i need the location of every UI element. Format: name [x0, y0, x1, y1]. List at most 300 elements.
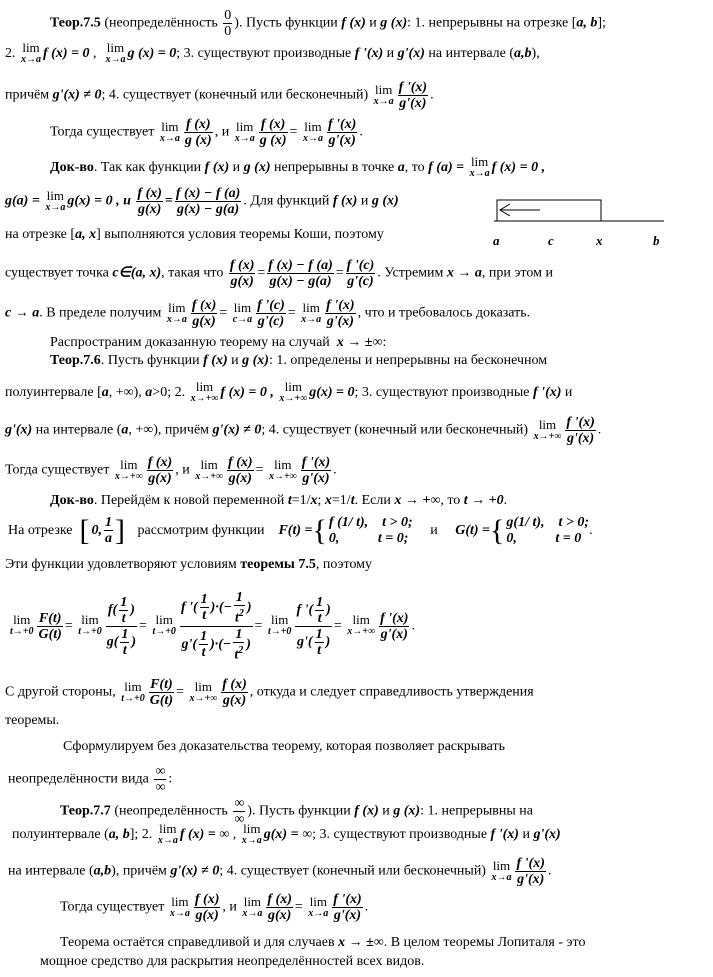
fraction [266, 892, 293, 923]
expr: t → +0 [463, 493, 504, 508]
lim: lim [120, 456, 138, 472]
var-x: x [310, 493, 318, 508]
text: , и [214, 124, 230, 140]
lim: lim [492, 857, 511, 873]
lim: lim [194, 678, 213, 694]
d: t [120, 642, 129, 658]
text: . В пределе получим [39, 305, 162, 321]
den: g(x) [148, 471, 172, 486]
limit-operator [301, 299, 322, 326]
lim-sub: x→+∞ [347, 626, 376, 638]
text: теоремы. [5, 713, 60, 728]
limit-operator [78, 614, 101, 638]
den: g'(x) [333, 908, 362, 923]
fraction [379, 611, 409, 642]
limit-operator [268, 614, 291, 638]
text: . Устремим [377, 265, 447, 281]
lim-sub: c→a [232, 313, 253, 325]
text: ; 4. существует (конечный или бесконечный) [219, 863, 486, 879]
theorem-7-6-line-3 [5, 415, 601, 446]
den: G(t) [149, 693, 174, 708]
func-fp: f '(x) [533, 385, 562, 401]
fp: f ' [180, 600, 193, 616]
limit-operator [191, 381, 219, 405]
limit-operator [105, 42, 125, 66]
text: . [333, 462, 337, 478]
lim: lim [284, 379, 302, 394]
text: . [359, 124, 363, 140]
inner-frac [199, 629, 208, 660]
num: f (x) [191, 298, 217, 313]
den: g(x) [192, 314, 216, 329]
text: и [430, 523, 438, 538]
lim-sub: t→+0 [78, 626, 102, 638]
num: f (x) [194, 892, 220, 907]
text: на интервале ( [8, 863, 94, 879]
limit-operator [21, 42, 41, 66]
limit-operator [159, 118, 180, 145]
func-f: f (x) [341, 15, 366, 31]
g: g [106, 634, 114, 650]
lim-sub: x→a [166, 313, 187, 325]
text: на отрезке [ [5, 227, 76, 242]
interval: a,b [93, 863, 112, 879]
text: рассмотрим функции [137, 523, 265, 538]
limit-operator [533, 416, 562, 443]
text: и [227, 353, 243, 368]
text: Тогда существует [50, 124, 155, 140]
text: , поэтому [315, 557, 373, 572]
text: Теорема остаётся справедливой и для случаев [60, 935, 339, 950]
case: f (1/ t), [328, 514, 369, 530]
den: g'(x) [326, 314, 354, 329]
lim: lim [271, 612, 289, 628]
proof-line-2 [5, 186, 399, 217]
inner-frac [234, 590, 245, 626]
fraction [106, 595, 137, 658]
conditions-line-2: 2. lim x→a f (x) = 0 , lim x→a g (x) = 0; 3. существуют производные f '(x) и g'(x) на интервале (a,b), [5, 40, 540, 65]
den: 0 [224, 24, 232, 39]
num: f '(x) [516, 856, 545, 871]
expr: x → ±∞ [338, 935, 384, 950]
limit-operator [242, 823, 262, 847]
limit-operator [347, 614, 375, 638]
fraction [194, 892, 221, 923]
text: , то [404, 160, 429, 176]
expr: F(t) = [278, 523, 313, 538]
num: f '(c) [257, 298, 285, 313]
text: =1/ [291, 493, 311, 508]
lim-sub: x→a [169, 907, 190, 919]
fraction-inf-inf [154, 764, 166, 795]
left-brace: { [490, 513, 505, 547]
num: f '(c) [346, 258, 375, 273]
proof-line-4: существует точка c∈(a, x), такая что $\frac{f (x)}{g(x)}$ = $\frac{f (x) - f (a)}{g(x) - g(a)}$ = $\frac{f '(c)}{g'(c)}$ . Устремим x → a, при этом и [5, 258, 553, 289]
n: 1 [120, 594, 128, 610]
func-f: f (x) [332, 193, 358, 209]
fraction [332, 892, 362, 923]
n: 1 [200, 628, 208, 644]
limit-operator [308, 893, 329, 920]
fraction [147, 455, 174, 486]
limit-operator [189, 678, 218, 705]
num: 1 [105, 515, 113, 531]
lim: lim [155, 612, 173, 628]
inner-frac [315, 595, 324, 626]
text: (неопределённость [110, 803, 232, 819]
theorem-label: Теор.7.7 [60, 803, 111, 819]
lim: lim [236, 118, 254, 134]
text: , +∞), причём [128, 422, 213, 438]
lim: lim [538, 416, 557, 432]
limit-operator [114, 456, 143, 483]
minus: − [223, 600, 232, 616]
text: ; [317, 493, 325, 508]
num: f '(x) [301, 455, 331, 470]
num: ∞ [155, 764, 166, 779]
lim-sub: x→a [241, 835, 262, 846]
label-x: x [596, 233, 603, 248]
fraction [295, 595, 331, 658]
interval: a,b [514, 46, 532, 62]
func-g: g (x) [380, 15, 408, 31]
fraction [184, 117, 213, 148]
text: и [383, 46, 398, 62]
d: $t^2$ [233, 642, 244, 663]
text: , и [222, 899, 237, 915]
equals: = [294, 899, 303, 915]
lim-sub: t→+0 [121, 692, 145, 704]
d: $t^2$ [234, 605, 245, 626]
den: g'(x) [399, 96, 427, 111]
expr: g'(x) ≠ 0 [52, 87, 102, 103]
expr: g(x) = ∞ [263, 827, 313, 843]
d: t [315, 642, 324, 658]
num: f '(x) [398, 80, 428, 95]
lim-sub: x→a [105, 54, 126, 65]
den: a [105, 531, 113, 547]
text: . [547, 863, 552, 879]
limit-operator [232, 299, 253, 326]
expr: g(x) = 0 , и [67, 193, 131, 209]
theorem-ref: теоремы 7.5 [240, 557, 316, 572]
text: существует точка [5, 265, 113, 281]
d: t [200, 607, 209, 623]
limit-operator [152, 614, 175, 638]
expr: x → ±∞ [336, 335, 383, 350]
func-gp: g'(x) [397, 46, 425, 62]
func-gp: g'(x) [533, 827, 561, 843]
den: g'(c) [257, 314, 285, 329]
text: =1/ [331, 493, 351, 508]
text: . Так как функции [93, 160, 205, 176]
label-c: c [548, 233, 554, 248]
interval: a, b [108, 827, 130, 843]
fraction [327, 117, 357, 148]
fraction-0-0 [223, 8, 232, 39]
den: g (x) [259, 133, 287, 148]
num: f '( $\frac{1}{t}$ )·(− $\frac{1}{t^2}$ ) [180, 590, 252, 626]
theorem-7-6-heading [50, 352, 547, 370]
proof-line-3 [5, 226, 384, 244]
lim-sub: x→+∞ [195, 470, 224, 482]
text: причём [5, 87, 53, 103]
lim-sub: x→+∞ [533, 430, 562, 442]
fraction [136, 186, 163, 217]
den: g'(x) [517, 872, 545, 887]
other-side-line [5, 677, 534, 708]
text: ), причём [111, 863, 171, 879]
text: : 1. непрерывны на [420, 803, 534, 819]
case: g(1/ t), [506, 514, 545, 530]
proof-line-1 [50, 156, 545, 180]
proof-line-5: c → a. В пределе получим lim x→a $\frac{f (x)}{g(x)}$ = lim c→a $\frac{f '(c)}{g'(c)}$ = lim x→a $\frac{f '(x)}{g'(x)}$ , что и требовалось доказать. [5, 298, 531, 329]
num: f '(x) [380, 610, 409, 626]
text: ; 4. существует (конечный или бесконечный) [261, 422, 529, 438]
lim-sub: x→a [21, 54, 41, 65]
limit-operator [373, 81, 394, 108]
den: g(x) − g(a) [267, 273, 333, 289]
lim: lim [309, 893, 327, 909]
limit-operator [166, 299, 187, 326]
text: . Перейдём к новой переменной [93, 493, 288, 508]
num: F(t) [38, 610, 62, 626]
conditions-line-3: причём g'(x) ≠ 0; 4. существует (конечный или бесконечный) lim x→a $\frac{f '(x)}{g'(x)}$ . [5, 80, 434, 111]
inner-frac [120, 627, 129, 658]
text: и [518, 827, 534, 843]
fraction [149, 677, 174, 708]
var-x: x [324, 493, 332, 508]
text: Тогда существует [5, 462, 110, 478]
text: Тогда существует [60, 899, 165, 915]
lim: lim [22, 40, 40, 55]
fraction [301, 455, 331, 486]
expr: x → +∞ [394, 493, 441, 508]
lim: lim [168, 299, 186, 315]
limit-operator [45, 187, 66, 214]
num: f (x) [222, 677, 247, 692]
n: 1 [121, 626, 129, 642]
fraction [37, 611, 62, 642]
limit-operator [279, 381, 307, 405]
func-g: g (x) [371, 193, 399, 209]
text: на интервале ( [32, 422, 122, 438]
proof-7-6-functions [8, 512, 593, 550]
den: ∞ [234, 812, 245, 827]
lim: lim [274, 456, 292, 472]
text: . Пусть функции [100, 353, 204, 368]
cond: t > 0; [382, 514, 413, 530]
den: g'(x) [328, 133, 356, 148]
equals: = [164, 193, 173, 209]
expr: g(x) = 0 [309, 385, 355, 401]
lim: lim [243, 893, 262, 909]
lim-sub: x→a [159, 132, 180, 144]
text: Сформулируем без доказательства теорему, которая позволяет раскрывать [63, 739, 505, 754]
text: неопределённости вида [8, 771, 149, 787]
row [506, 531, 589, 547]
text: : [382, 335, 387, 350]
text: Распространим доказанную теорему на случай [50, 335, 330, 350]
lim-sub: t→+0 [152, 626, 176, 638]
n: 1 [200, 592, 208, 608]
proof-label: Док-во [50, 493, 94, 508]
theorem-7-5-heading [50, 8, 606, 39]
lim-sub: x→a [373, 95, 394, 107]
row [329, 515, 413, 531]
f: f [107, 602, 113, 618]
num: f (x) − f (a) [268, 258, 333, 273]
limit-operator [491, 857, 512, 884]
minus: − [222, 636, 232, 652]
num: 0 [224, 8, 232, 23]
den: g(x) [230, 274, 254, 289]
den: g'( $\frac{1}{t}$ ) [297, 626, 331, 658]
expr: g(a) = [5, 193, 40, 209]
var-t: t [350, 493, 355, 508]
den: g(x) [222, 693, 247, 708]
lim-sub: x→a [302, 132, 323, 144]
theorem-7-6-line-2 [5, 381, 572, 405]
number-line-figure [488, 193, 668, 249]
text: ), [531, 46, 540, 62]
fraction [259, 117, 288, 148]
text: ; 3. существуют производные [312, 827, 491, 843]
limit-operator [10, 614, 33, 638]
func-g: g (x) [393, 803, 421, 819]
right-bracket: ] [115, 513, 126, 547]
inner-frac [119, 595, 128, 626]
case: 0, [506, 530, 517, 546]
expr: f (x) = 0 [43, 46, 90, 62]
lim: lim [243, 821, 261, 836]
inner-frac [315, 627, 324, 658]
limit-operator [234, 118, 255, 145]
lim: lim [375, 81, 393, 97]
func-gp: g'(x) [5, 422, 33, 438]
text: ). Пусть функции [234, 15, 342, 31]
inner-frac [200, 592, 209, 623]
text: , и [175, 462, 190, 478]
lim-sub: x→a [45, 201, 66, 213]
expr: f (x) = 0 , [220, 385, 274, 401]
text: , +∞), [108, 385, 146, 401]
fraction [229, 258, 256, 289]
text: , такая что [161, 265, 224, 281]
t: t [234, 610, 239, 626]
fraction [191, 298, 218, 329]
limit-operator [121, 678, 145, 705]
fraction [221, 677, 248, 708]
lim-sub: x→a [469, 168, 490, 179]
num: f '(x) [326, 298, 355, 313]
den: g (x) [184, 133, 212, 148]
n: 1 [315, 626, 323, 642]
den: g'(x) [566, 431, 595, 446]
theorem-7-7-then [60, 892, 368, 923]
text: 2. [5, 46, 19, 62]
num: f (x) − f (a) [175, 186, 241, 201]
text: и [229, 160, 244, 176]
limit-operator [268, 456, 297, 483]
text: . [503, 493, 508, 508]
piecewise-G [506, 515, 589, 547]
num: F(t) [150, 677, 173, 692]
den: g'( $\frac{1}{t}$ )·(− $\frac{1}{t^2}$ ) [181, 626, 251, 663]
den: ∞ [155, 780, 166, 795]
limit-operator [169, 893, 190, 920]
text: : 1. непрерывны на отрезке [ [407, 15, 577, 31]
text: , что и требовалось доказать. [357, 305, 531, 321]
gp: g' [297, 634, 308, 650]
formulate-line [63, 738, 505, 756]
inner-frac [233, 627, 244, 663]
gp: g' [181, 636, 193, 652]
text: непрерывны в точке [270, 160, 398, 176]
func-f: f (x) [203, 353, 228, 368]
text: и [561, 385, 573, 401]
num: f '( $\frac{1}{t}$ ) [296, 594, 331, 626]
text: ). Пусть функции [247, 803, 355, 819]
den: g(x) − g(a) [175, 201, 241, 217]
d: t [315, 610, 324, 626]
lim-sub: t→+0 [267, 626, 292, 638]
lim: lim [171, 893, 189, 909]
fraction [104, 515, 113, 546]
case: 0, [328, 530, 340, 546]
var-a: a [397, 160, 405, 176]
label-a: a [493, 233, 500, 248]
expr: x → a [446, 265, 482, 281]
num: f '(x) [566, 415, 595, 430]
expr: f (x) = 0 , [491, 160, 546, 176]
den: g'(c) [347, 274, 374, 289]
label-b: b [653, 233, 660, 248]
func-g: g (x) [243, 160, 271, 176]
theorem-7-7-line-3 [8, 856, 551, 887]
proof-label: Док-во [50, 160, 94, 176]
lim-sub: x→+∞ [279, 393, 308, 404]
fraction [325, 298, 355, 329]
text: На отрезке [8, 523, 73, 538]
den: g'(x) [302, 471, 330, 486]
text: ; 3. существуют производные [354, 385, 534, 401]
fraction [180, 590, 253, 662]
theorem-word [5, 712, 59, 730]
num: f (x) [229, 258, 255, 273]
text: ] выполняются условия теоремы Коши, поэтому [96, 227, 384, 242]
cond: t > 0; [558, 514, 590, 530]
func-fp: f '(x) [490, 827, 519, 843]
lim-sub: x→a [157, 835, 178, 846]
num: f (x) [260, 117, 286, 132]
expr: c → a [5, 305, 40, 321]
then-exists-line [50, 117, 363, 148]
lim: lim [304, 118, 322, 134]
equals: = [289, 124, 298, 140]
text: ; 3. существуют производные [176, 46, 355, 62]
den: g(x) [195, 908, 219, 923]
text: . [597, 422, 602, 438]
text: >0; 2. [152, 385, 186, 401]
var-t: t [287, 493, 292, 508]
limit-operator [195, 456, 224, 483]
cond: t = 0; [377, 530, 409, 546]
d: t [119, 610, 128, 626]
n: 1 [235, 590, 243, 605]
lim: lim [159, 821, 177, 836]
lim: lim [302, 299, 320, 315]
